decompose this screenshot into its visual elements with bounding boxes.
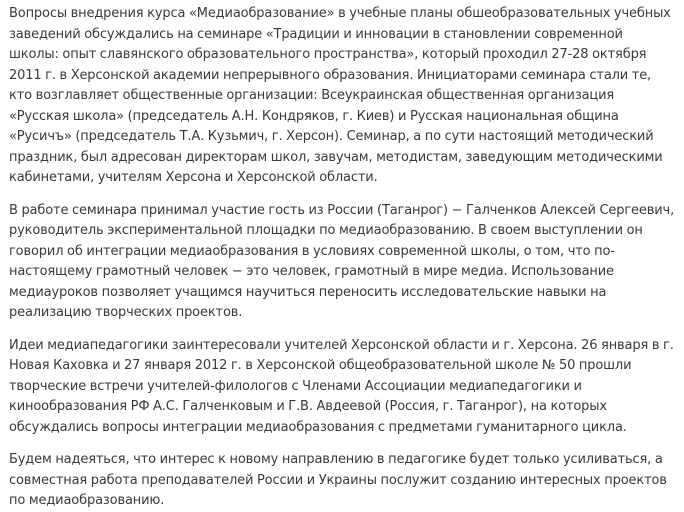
article-paragraph-3: Идеи медиапедагогики заинтересовали учителей Херсонской области и г. Херсона. 26 января в г. Новая Каховка и 27 января 2012 г. в Херсонской общеобразовательной школе № 50 прошли творческие встречи учителей-филологов с Членами Ассоциации медиапедагогики и кинообразования РФ А.С. Галченковым и Г.В. Авдеевой (Россия, г. Таганрог), на которых обсуждались вопросы интеграции медиаобразования с предметами гуманитарного цикла.: [9, 337, 674, 435]
article-paragraph-2: В работе семинара принимал участие гость из России (Таганрог) − Галченков Алексей Сергеевич, руководитель экспериментальной площадки по медиаобразованию. В своем выступлении он говорил об интеграции медиаобразования в условиях современной школы, о том, что по-настоящему грамотный человек − это человек, грамотный в мире медиа. Использование медиауроков позволяет учащимся научиться переносить исследовательские навыки на реализацию творческих проектов.: [9, 202, 675, 320]
article-paragraph-4: Будем надеяться, что интерес к новому направлению в педагогике будет только усиливаться, а совместная работа преподавателей России и Украины послужит созданию интересных проектов по медиаобразованию.: [9, 452, 667, 508]
article-paragraph-1: Вопросы внедрения курса «Медиаобразование» в учебные планы обшеобразовательных учебных заведений обсуждались на семинаре «Традиции и инновации в становлении современной школы: опыт славянского образовательного пространства», который проходил 27-28 октября 2011 г. в Херсонской академии непрерывного образования. Инициаторами семинара стали те, кто возглавляет общественные организации: Всеукраинская общественная организация «Русская школа» (председатель А.Н. Кондряков, г. Киев) и Русская национальная община «Русичъ» (председатель Т.А. Кузьмич, г. Херсон). Семинар, а по сути настоящий методический праздник, был адресован директорам школ, завучам, методистам, заведующим методическими кабинетами, учителям Херсона и Херсонской области.: [9, 6, 671, 185]
